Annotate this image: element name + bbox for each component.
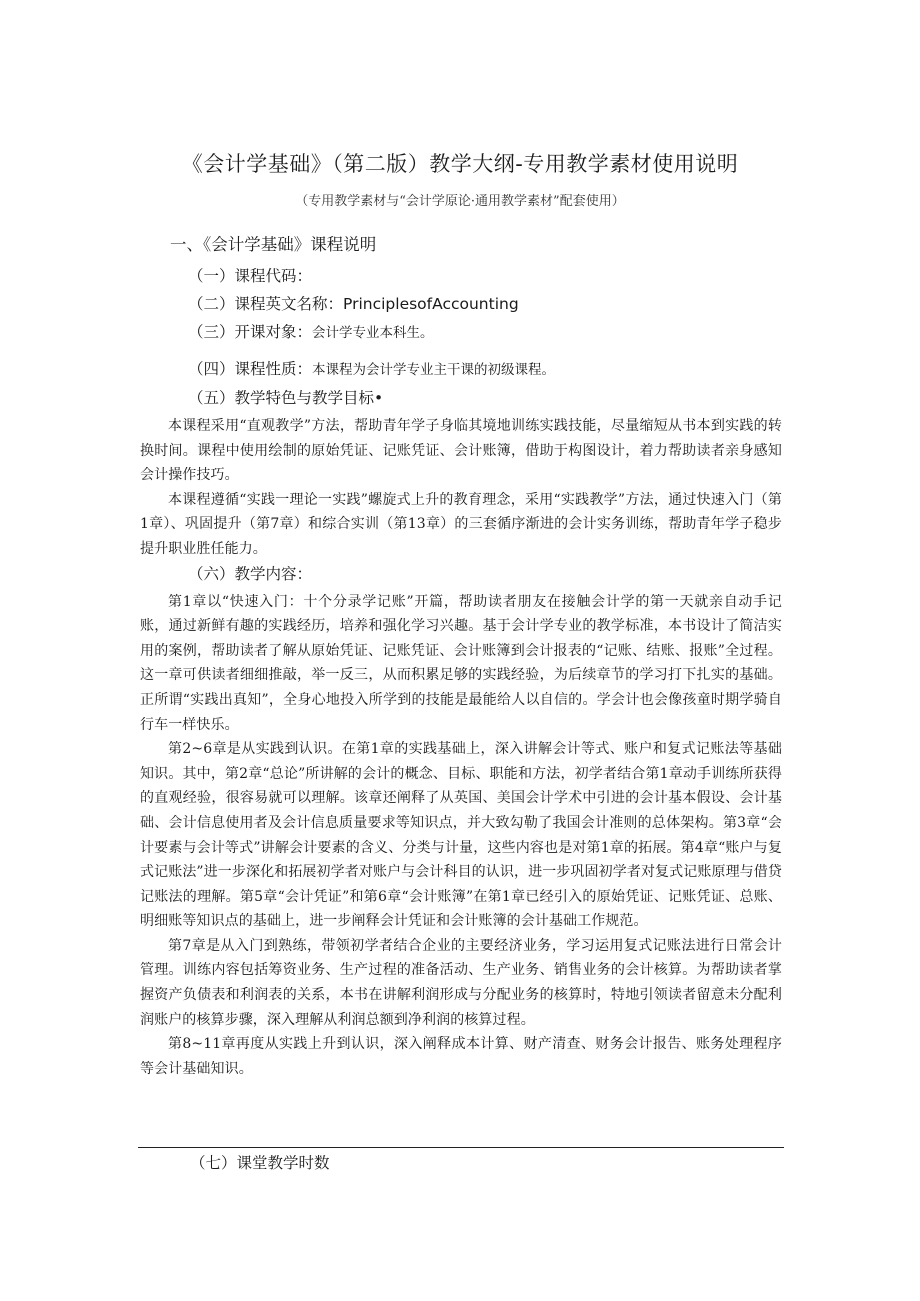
paragraph-content-2: 第2~6章是从实践到认识。在第1章的实践基础上，深入讲解会计等式、账户和复式记账法等基础知识。其中，第2章“总论”所讲解的会计的概念、目标、职能和方法，初学者结合第1章动手训练所获得的直观经验，很容易就可以理解。该章还阐释了从英国、美国会计学术中引进的会计基本假设、会计基础、会计信息使用者及会计信息质量要求等知识点，并大致勾勒了我国会计准则的总体架构。第3章“会计要素与会计等式”讲解会计要素的含义、分类与计量，这些内容也是对第1章的拓展。第4章“账户与复式记账法”进一步深化和拓展初学者对账户与会计科目的认识，进一步巩固初学者对复式记账原理与借贷记账法的理解。第5章“会计凭证”和第6章“会计账簿”在第1章已经引入的原始凭证、记账凭证、总账、明细账等知识点的基础上，进一步阐释会计凭证和会计账簿的会计基础工作规范。 — [140, 741, 782, 930]
item-audience — [188, 320, 782, 345]
item-course-code-label: （一）课程代码： — [188, 267, 313, 285]
item-english-name-value: PrinciplesofAccounting — [343, 295, 519, 313]
horizontal-rule — [138, 1147, 784, 1148]
item-course-nature — [188, 357, 782, 382]
section-heading-course-description: 一、《会计学基础》课程说明 — [170, 235, 377, 254]
item-features-goals — [188, 386, 782, 410]
paragraph-content-3: 第7章是从入门到熟练，带领初学者结合企业的主要经济业务，学习运用复式记账法进行日常会计管理。训练内容包括筹资业务、生产过程的准备活动、生产业务、销售业务的会计核算。为帮助读者掌握资产负债表和利润表的关系，本书在讲解利润形成与分配业务的核算时，特地引领读者留意未分配利润账户的核算步骤，深入理解从利润总额到净利润的核算过程。 — [140, 937, 782, 1028]
item-course-nature-value: 本课程为会计学专业主干课的初级课程。 — [312, 362, 556, 378]
paragraph-features-1: 本课程采用“直观教学”方法，帮助青年学子身临其境地训练实践技能，尽量缩短从书本到实践的转换时间。课程中使用绘制的原始凭证、记账凭证、会计账簿，借助于构图设计，着力帮助读者亲身感知会计操作技巧。 — [140, 418, 782, 484]
document-title: 《会计学基础》（第二版）教学大纲-专用教学素材使用说明 — [181, 152, 739, 176]
item-audience-label: （三）开课对象： — [188, 323, 313, 341]
document-subtitle: （专用教学素材与“会计学原论·通用教学素材”配套使用） — [295, 194, 625, 209]
item-audience-value: 会计学专业本科生。 — [312, 325, 434, 341]
item-class-hours: （七）课堂教学时数 — [190, 1154, 330, 1172]
paragraph-content-1: 第1章以“快速入门：十个分录学记账”开篇，帮助读者朋友在接触会计学的第一天就亲自动手记账，通过新鲜有趣的实践经历，培养和强化学习兴趣。基于会计学专业的教学标准，本书设计了简洁实用的案例，帮助读者了解从原始凭证、记账凭证、会计账簿到会计报表的“记账、结账、报账”全过程。这一章可供读者细细推敲，举一反三，从而积累足够的实践经验，为后续章节的学习打下扎实的基础。正所谓“实践出真知”，全身心地投入所学到的技能是最能给人以自信的。学会计也会像孩童时期学骑自行车一样快乐。 — [140, 593, 782, 733]
item-teaching-content-label: （六）教学内容： — [188, 564, 313, 583]
document-body — [140, 232, 782, 1081]
item-course-code — [188, 264, 782, 288]
paragraph-features-2: 本课程遵循“实践一理论一实践”螺旋式上升的教育理念，采用“实践教学”方法，通过快速入门（第1章）、巩固提升（第7章）和综合实训（第13章）的三套循序渐进的会计实务训练，帮助青年学子稳步提升职业胜任能力。 — [140, 491, 782, 557]
item-teaching-content — [188, 562, 782, 586]
item-features-goals-label: （五）教学特色与教学目标• — [188, 389, 384, 407]
item-course-nature-label: （四）课程性质： — [188, 360, 313, 378]
paragraph-content-4: 第8~11章再度从实践上升到认识，深入阐释成本计算、财产清查、财务会计报告、账务处理程序等会计基础知识。 — [140, 1036, 782, 1077]
item-english-name — [188, 292, 782, 316]
item-english-name-label: （二）课程英文名称： — [188, 295, 344, 313]
